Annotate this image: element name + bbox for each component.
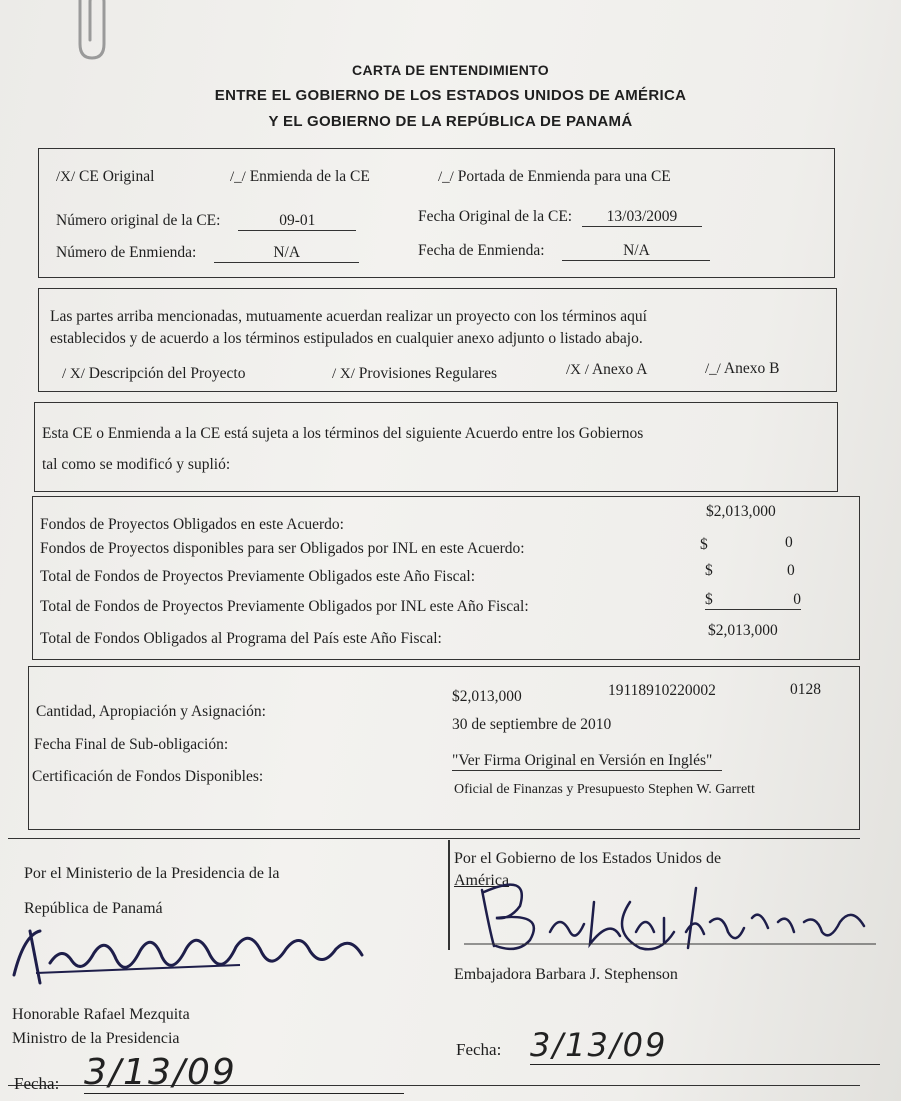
fecha-enmienda-label: Fecha de Enmienda: bbox=[418, 242, 545, 259]
funds-row-5-label: Total de Fondos Obligados al Programa del País este Año Fiscal: bbox=[40, 630, 442, 647]
enmienda-row bbox=[230, 168, 370, 186]
fecha-original-value: 13/03/2009 bbox=[582, 208, 702, 227]
funds-row-3-value: 0 bbox=[787, 562, 795, 579]
anexo-b-checkbox: /_/ bbox=[705, 361, 721, 377]
right-fecha-label: Fecha: bbox=[456, 1040, 502, 1059]
left-signatory-line-2: República de Panamá bbox=[24, 900, 163, 917]
letter-header bbox=[0, 62, 901, 139]
funds-row-4-label: Total de Fondos de Proyectos Previamente Obligados por INL este Año Fiscal: bbox=[40, 598, 529, 615]
right-signature-image bbox=[460, 862, 880, 962]
anexo-b-row bbox=[705, 360, 779, 378]
provisiones-label: Provisiones Regulares bbox=[358, 365, 497, 382]
numero-original-value: 09-01 bbox=[238, 212, 356, 231]
enmienda-checkbox: /_/ bbox=[230, 169, 246, 185]
funds-row-5-value: $2,013,000 bbox=[708, 622, 778, 639]
left-title: Ministro de la Presidencia bbox=[12, 1030, 180, 1047]
numero-enmienda-row bbox=[56, 244, 359, 263]
certificacion-text: "Ver Firma Original en Versión en Inglés" bbox=[452, 752, 722, 771]
left-fecha-label: Fecha: bbox=[14, 1074, 60, 1093]
agreement-line-1: Las partes arriba mencionadas, mutuamente acuerdan realizar un proyecto con los términos aquí bbox=[50, 308, 647, 325]
left-name: Honorable Rafael Mezquita bbox=[12, 1006, 190, 1023]
fecha-original-label: Fecha Original de la CE: bbox=[418, 208, 573, 225]
apropiacion-value: 19118910220002 bbox=[608, 682, 716, 699]
fecha-enmienda-value: N/A bbox=[562, 242, 710, 261]
right-fecha-value: 3/13/09 bbox=[530, 1026, 880, 1065]
numero-enmienda-label: Número de Enmienda: bbox=[56, 244, 197, 261]
left-signature-image bbox=[10, 905, 370, 995]
header-line-2: ENTRE EL GOBIERNO DE LOS ESTADOS UNIDOS DE AMÉRICA bbox=[214, 87, 687, 104]
header-line-1: CARTA DE ENTENDIMIENTO bbox=[352, 62, 549, 78]
certificacion-label: Certificación de Fondos Disponibles: bbox=[32, 768, 264, 785]
anexo-b-label: Anexo B bbox=[723, 360, 780, 377]
funds-row-4-value bbox=[705, 591, 801, 610]
paperclip-icon bbox=[70, 0, 116, 62]
funds-row-4-sign: $ bbox=[705, 591, 719, 610]
portada-label: Portada de Enmienda para una CE bbox=[457, 168, 671, 185]
cantidad-value: $2,013,000 bbox=[452, 688, 522, 705]
right-signatory-line-1: Por el Gobierno de los Estados Unidos de bbox=[454, 850, 722, 867]
fecha-final-label: Fecha Final de Sub-obligación: bbox=[34, 736, 229, 753]
portada-checkbox: /_/ bbox=[438, 169, 454, 185]
descripcion-checkbox: / X/ bbox=[62, 366, 85, 382]
fecha-final-value: 30 de septiembre de 2010 bbox=[452, 716, 612, 733]
subject-line-2: tal como se modificó y suplió: bbox=[42, 456, 231, 473]
right-signatory-line-2: América bbox=[454, 872, 510, 889]
anexo-a-label: Anexo A bbox=[591, 361, 648, 378]
funds-row-3-label: Total de Fondos de Proyectos Previamente Obligados este Año Fiscal: bbox=[40, 568, 475, 585]
funds-row-2-label: Fondos de Proyectos disponibles para ser Obligados por INL en este Acuerdo: bbox=[40, 540, 525, 557]
asignacion-value: 0128 bbox=[790, 681, 821, 698]
numero-enmienda-value: N/A bbox=[214, 244, 359, 263]
funds-row-2-value: 0 bbox=[785, 534, 793, 551]
descripcion-label: Descripción del Proyecto bbox=[88, 365, 246, 382]
left-fecha-value: 3/13/09 bbox=[84, 1052, 404, 1094]
right-name: Embajadora Barbara J. Stephenson bbox=[454, 966, 678, 983]
funds-row-4-amount: 0 bbox=[719, 591, 801, 610]
funds-row-3-sign: $ bbox=[705, 562, 713, 579]
enmienda-label: Enmienda de la CE bbox=[249, 168, 370, 185]
subject-line-1: Esta CE o Enmienda a la CE está sujeta a los términos del siguiente Acuerdo entre los Gobiernos bbox=[42, 425, 644, 442]
ce-original-label: CE Original bbox=[79, 168, 155, 185]
funds-row-2-sign: $ bbox=[700, 536, 708, 553]
funds-row-1-value: $2,013,000 bbox=[706, 503, 776, 520]
anexo-a-row bbox=[566, 361, 648, 379]
fecha-enmienda-row bbox=[418, 242, 710, 261]
signature-divider bbox=[448, 840, 450, 950]
cantidad-label: Cantidad, Apropiación y Asignación: bbox=[36, 703, 266, 720]
descripcion-row bbox=[62, 365, 245, 383]
left-signatory-line-1: Por el Ministerio de la Presidencia de la bbox=[24, 865, 280, 882]
portada-row bbox=[438, 168, 671, 186]
ce-type-row bbox=[56, 168, 154, 186]
funds-row-1-label: Fondos de Proyectos Obligados en este Acuerdo: bbox=[40, 516, 344, 533]
numero-original-row bbox=[56, 212, 356, 231]
oficial-label: Oficial de Finanzas y Presupuesto Stephen W. Garrett bbox=[454, 782, 755, 797]
certificacion-value bbox=[452, 752, 722, 771]
numero-original-label: Número original de la CE: bbox=[56, 212, 221, 229]
ce-original-checkbox: /X/ bbox=[56, 169, 76, 185]
provisiones-row bbox=[332, 365, 497, 383]
subject-box bbox=[34, 402, 838, 492]
provisiones-checkbox: / X/ bbox=[332, 366, 355, 382]
agreement-line-2: establecidos y de acuerdo a los términos estipulados en cualquier anexo adjunto o listado abajo. bbox=[50, 330, 643, 347]
anexo-a-checkbox: /X / bbox=[566, 362, 589, 378]
header-line-3: Y EL GOBIERNO DE LA REPÚBLICA DE PANAMÁ bbox=[268, 113, 633, 130]
fecha-original-row bbox=[418, 208, 702, 227]
